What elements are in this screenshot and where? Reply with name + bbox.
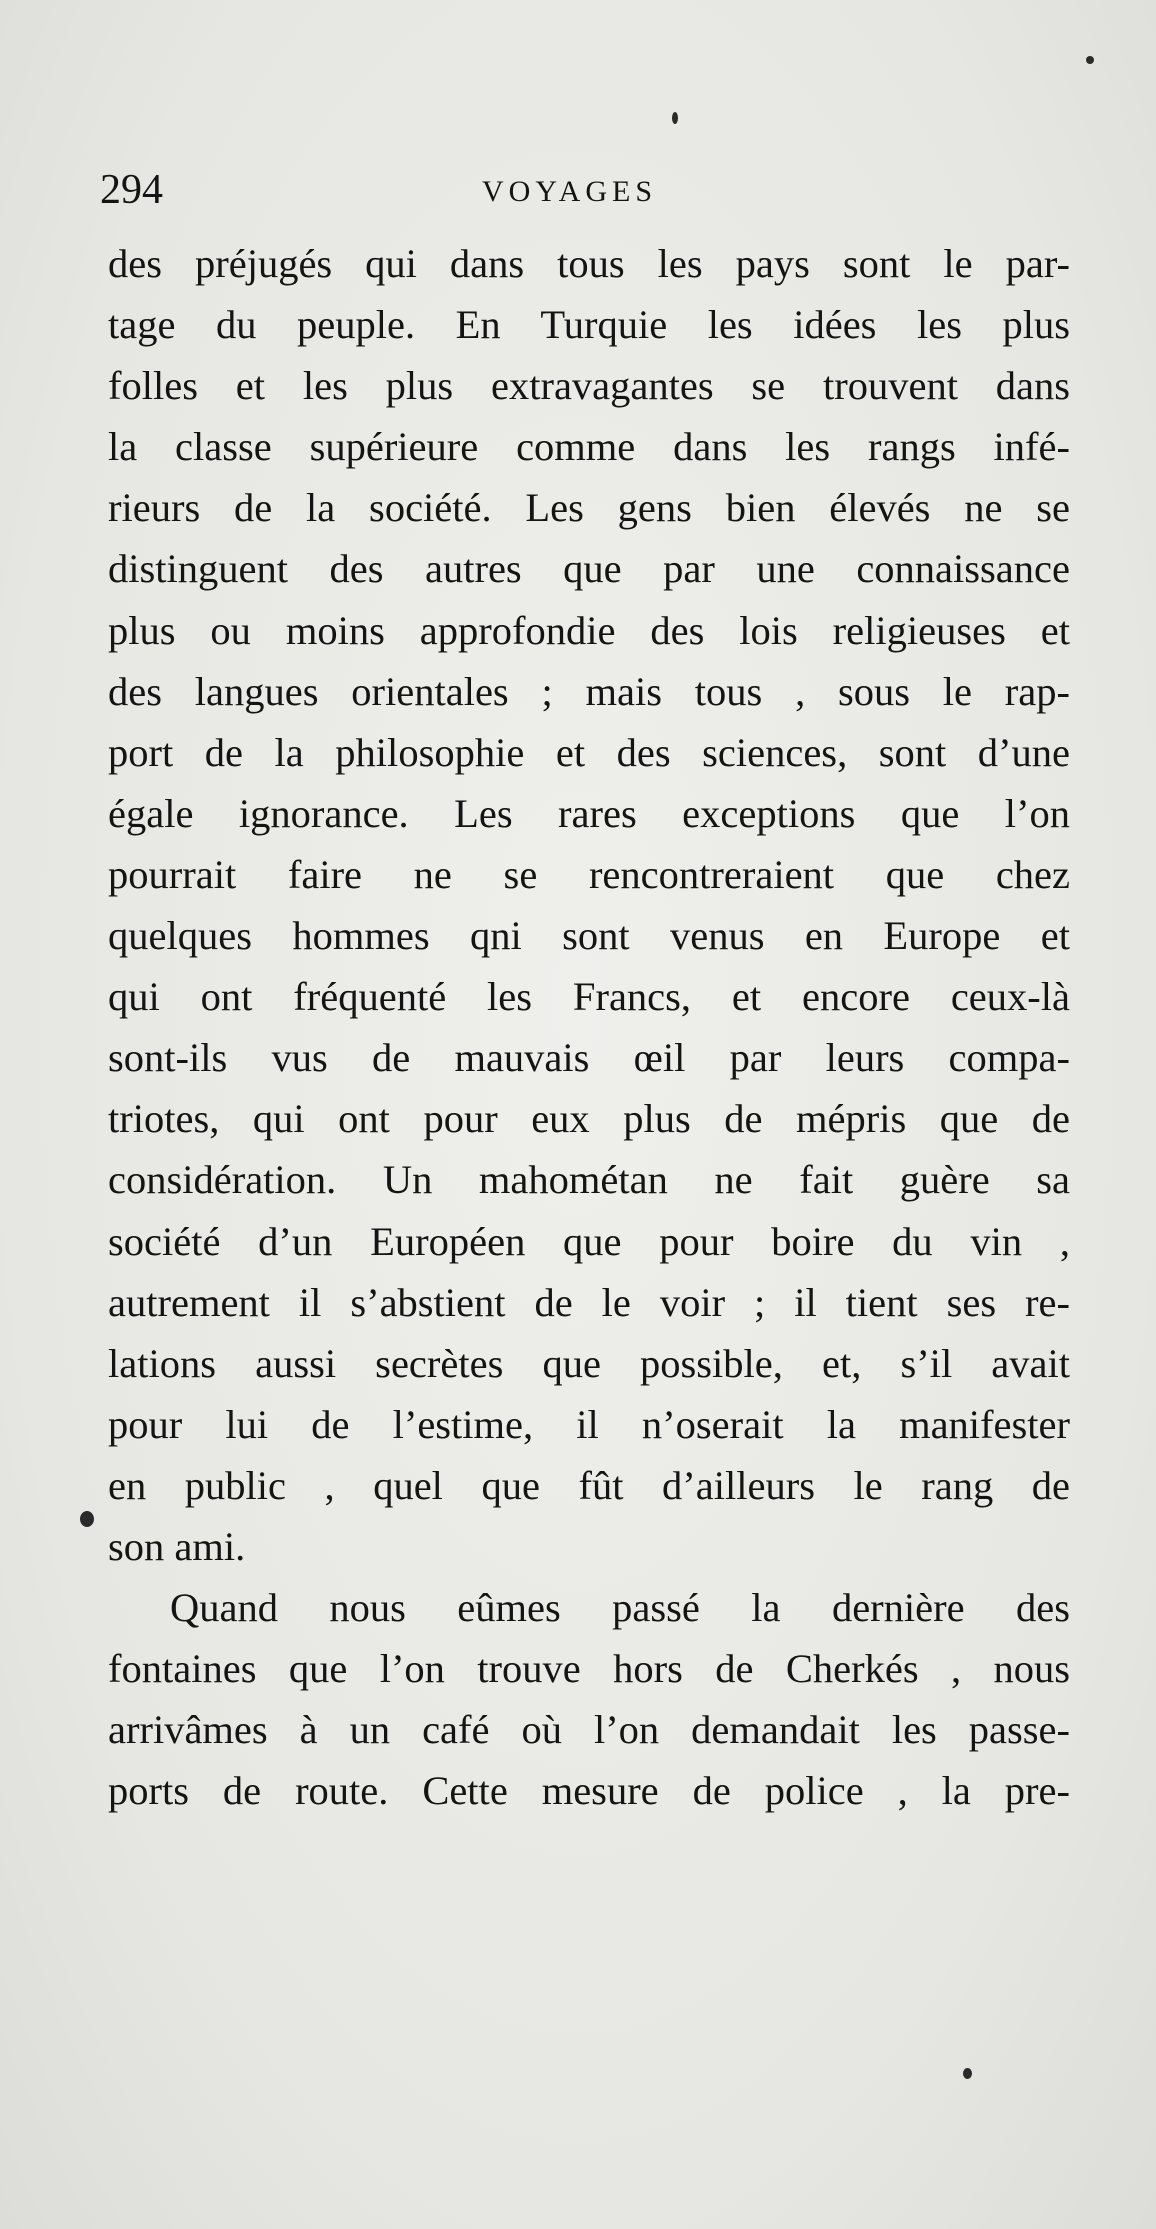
text-line: lations aussi secrètes que possible, et, s’il avait <box>108 1340 1070 1386</box>
text-line: tage du peuple. En Turquie les idées les plus <box>108 302 1070 348</box>
text-line: qui ont fréquenté les Francs, et encore ceux-là <box>108 974 1070 1020</box>
ink-speck <box>80 1511 94 1527</box>
ink-speck <box>1086 56 1094 64</box>
text-line: plus ou moins approfondie des lois religieuses et <box>108 607 1070 653</box>
page-number: 294 <box>100 167 163 213</box>
text-line: fontaines que l’on trouve hors de Cherkés , nous <box>108 1646 1070 1692</box>
text-line: pourrait faire ne se rencontreraient que chez <box>108 851 1070 897</box>
text-line: quelques hommes qni sont venus en Europe et <box>108 913 1070 959</box>
ink-speck <box>672 112 678 124</box>
paragraph <box>108 1577 1070 1821</box>
text-line: rieurs de la société. Les gens bien élevés ne se <box>108 485 1070 531</box>
text-line: autrement il s’abstient de le voir ; il tient ses re- <box>108 1279 1070 1325</box>
running-title: VOYAGES <box>482 175 658 208</box>
text-line: des langues orientales ; mais tous , sous le rap- <box>108 668 1070 714</box>
text-line: distinguent des autres que par une connaissance <box>108 546 1070 592</box>
text-line: société d’un Européen que pour boire du vin , <box>108 1218 1070 1264</box>
body-text <box>108 233 1070 1821</box>
text-line: considération. Un mahométan ne fait guère sa <box>108 1157 1070 1203</box>
text-line: arrivâmes à un café où l’on demandait les passe- <box>108 1707 1070 1753</box>
text-line: Quand nous eûmes passé la dernière des <box>170 1585 1070 1631</box>
text-line: ports de route. Cette mesure de police , la pre- <box>108 1768 1070 1814</box>
page-header <box>100 160 680 220</box>
text-line: folles et les plus extravagantes se trouvent dans <box>108 363 1070 409</box>
text-line: la classe supérieure comme dans les rangs infé- <box>108 424 1070 470</box>
text-line: port de la philosophie et des sciences, sont d’une <box>108 729 1070 775</box>
text-line: sont-ils vus de mauvais œil par leurs compa- <box>108 1035 1070 1081</box>
text-line: en public , quel que fût d’ailleurs le rang de <box>108 1462 1070 1508</box>
ink-speck <box>963 2068 972 2079</box>
text-line: égale ignorance. Les rares exceptions que l’on <box>108 790 1070 836</box>
text-line: des préjugés qui dans tous les pays sont le par- <box>108 241 1070 286</box>
text-line: pour lui de l’estime, il n’oserait la manifester <box>108 1401 1070 1447</box>
text-line: son ami. <box>108 1523 246 1569</box>
paragraph <box>108 233 1070 1577</box>
text-line: triotes, qui ont pour eux plus de mépris que de <box>108 1096 1070 1142</box>
